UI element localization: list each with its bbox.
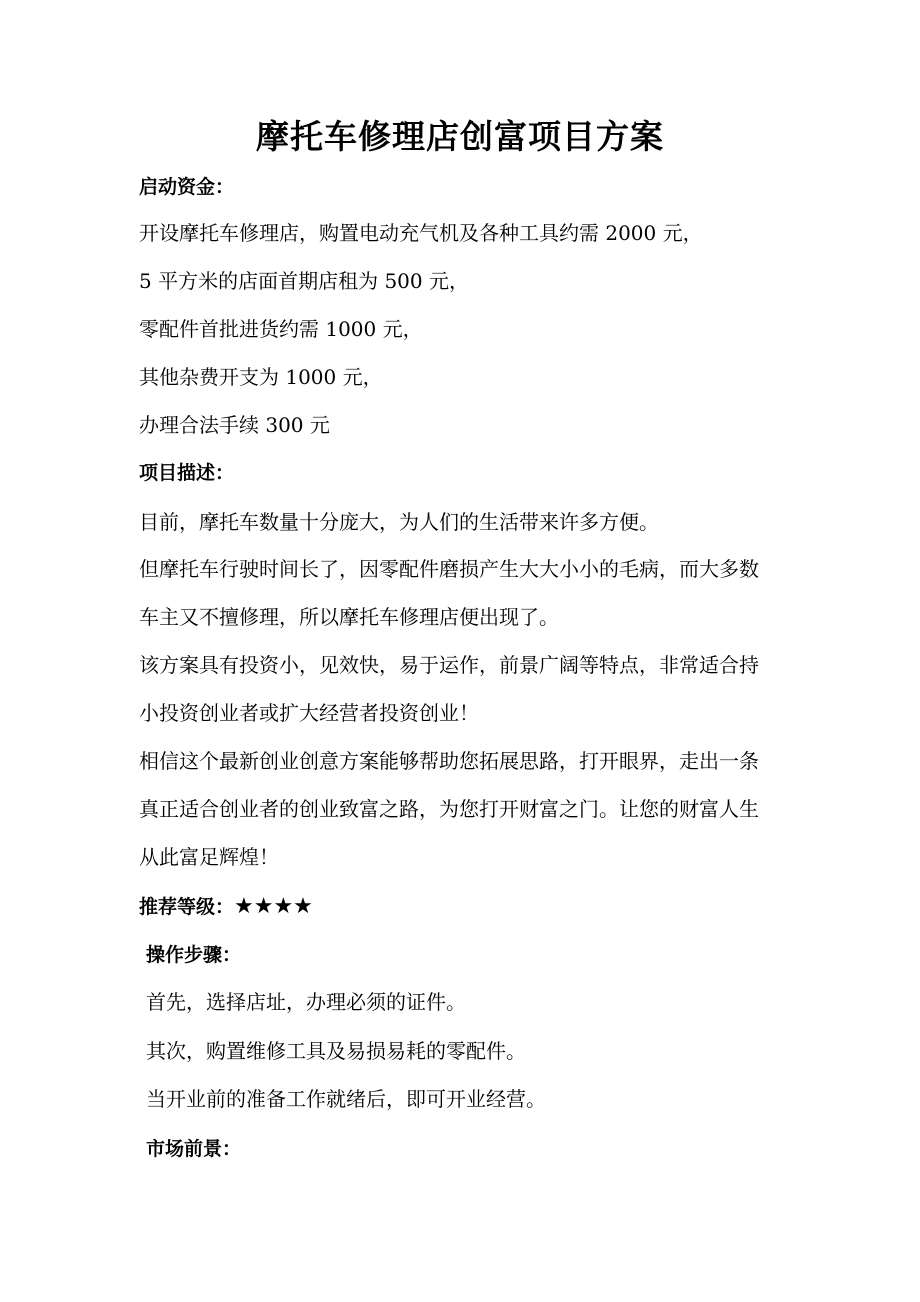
rating-row	[139, 892, 789, 922]
operation-step-line: 首先，选择店址，办理必须的证件。	[146, 990, 466, 1014]
startup-funds-line: 5 平方米的店面首期店租为 500 元，	[139, 269, 469, 293]
project-description-line: 但摩托车行驶时间长了，因零配件磨损产生大大小小的毛病，而大多数	[139, 557, 759, 581]
project-description-line: 该方案具有投资小，见效快，易于运作，前景广阔等特点，非常适合持	[139, 653, 759, 677]
project-description-line: 车主又不擅修理，所以摩托车修理店便出现了。	[139, 605, 559, 629]
operation-steps-heading: 操作步骤：	[146, 944, 242, 966]
star-rating: ★★★★	[234, 894, 313, 919]
project-description-line: 相信这个最新创业创意方案能够帮助您拓展思路，打开眼界，走出一条	[139, 749, 759, 773]
document-title: 摩托车修理店创富项目方案	[256, 117, 664, 156]
operation-step-line: 其次，购置维修工具及易损易耗的零配件。	[146, 1039, 526, 1063]
project-description-heading: 项目描述：	[139, 462, 235, 484]
project-description-line: 从此富足辉煌！	[139, 845, 279, 869]
startup-funds-heading: 启动资金：	[139, 176, 235, 198]
startup-funds-line: 开设摩托车修理店，购置电动充气机及各种工具约需 2000 元，	[139, 221, 703, 245]
project-description-line: 目前，摩托车数量十分庞大，为人们的生活带来许多方便。	[139, 510, 659, 534]
startup-funds-line: 其他杂费开支为 1000 元，	[139, 365, 383, 389]
startup-funds-line: 零配件首批进货约需 1000 元，	[139, 317, 423, 341]
project-description-line: 真正适合创业者的创业致富之路，为您打开财富之门。让您的财富人生	[139, 797, 759, 821]
rating-label: 推荐等级：	[139, 896, 235, 918]
startup-funds-line: 办理合法手续 300 元	[139, 413, 330, 437]
project-description-line: 小投资创业者或扩大经营者投资创业！	[139, 701, 479, 725]
operation-step-line: 当开业前的准备工作就绪后，即可开业经营。	[146, 1087, 546, 1111]
market-outlook-heading: 市场前景：	[146, 1138, 242, 1160]
